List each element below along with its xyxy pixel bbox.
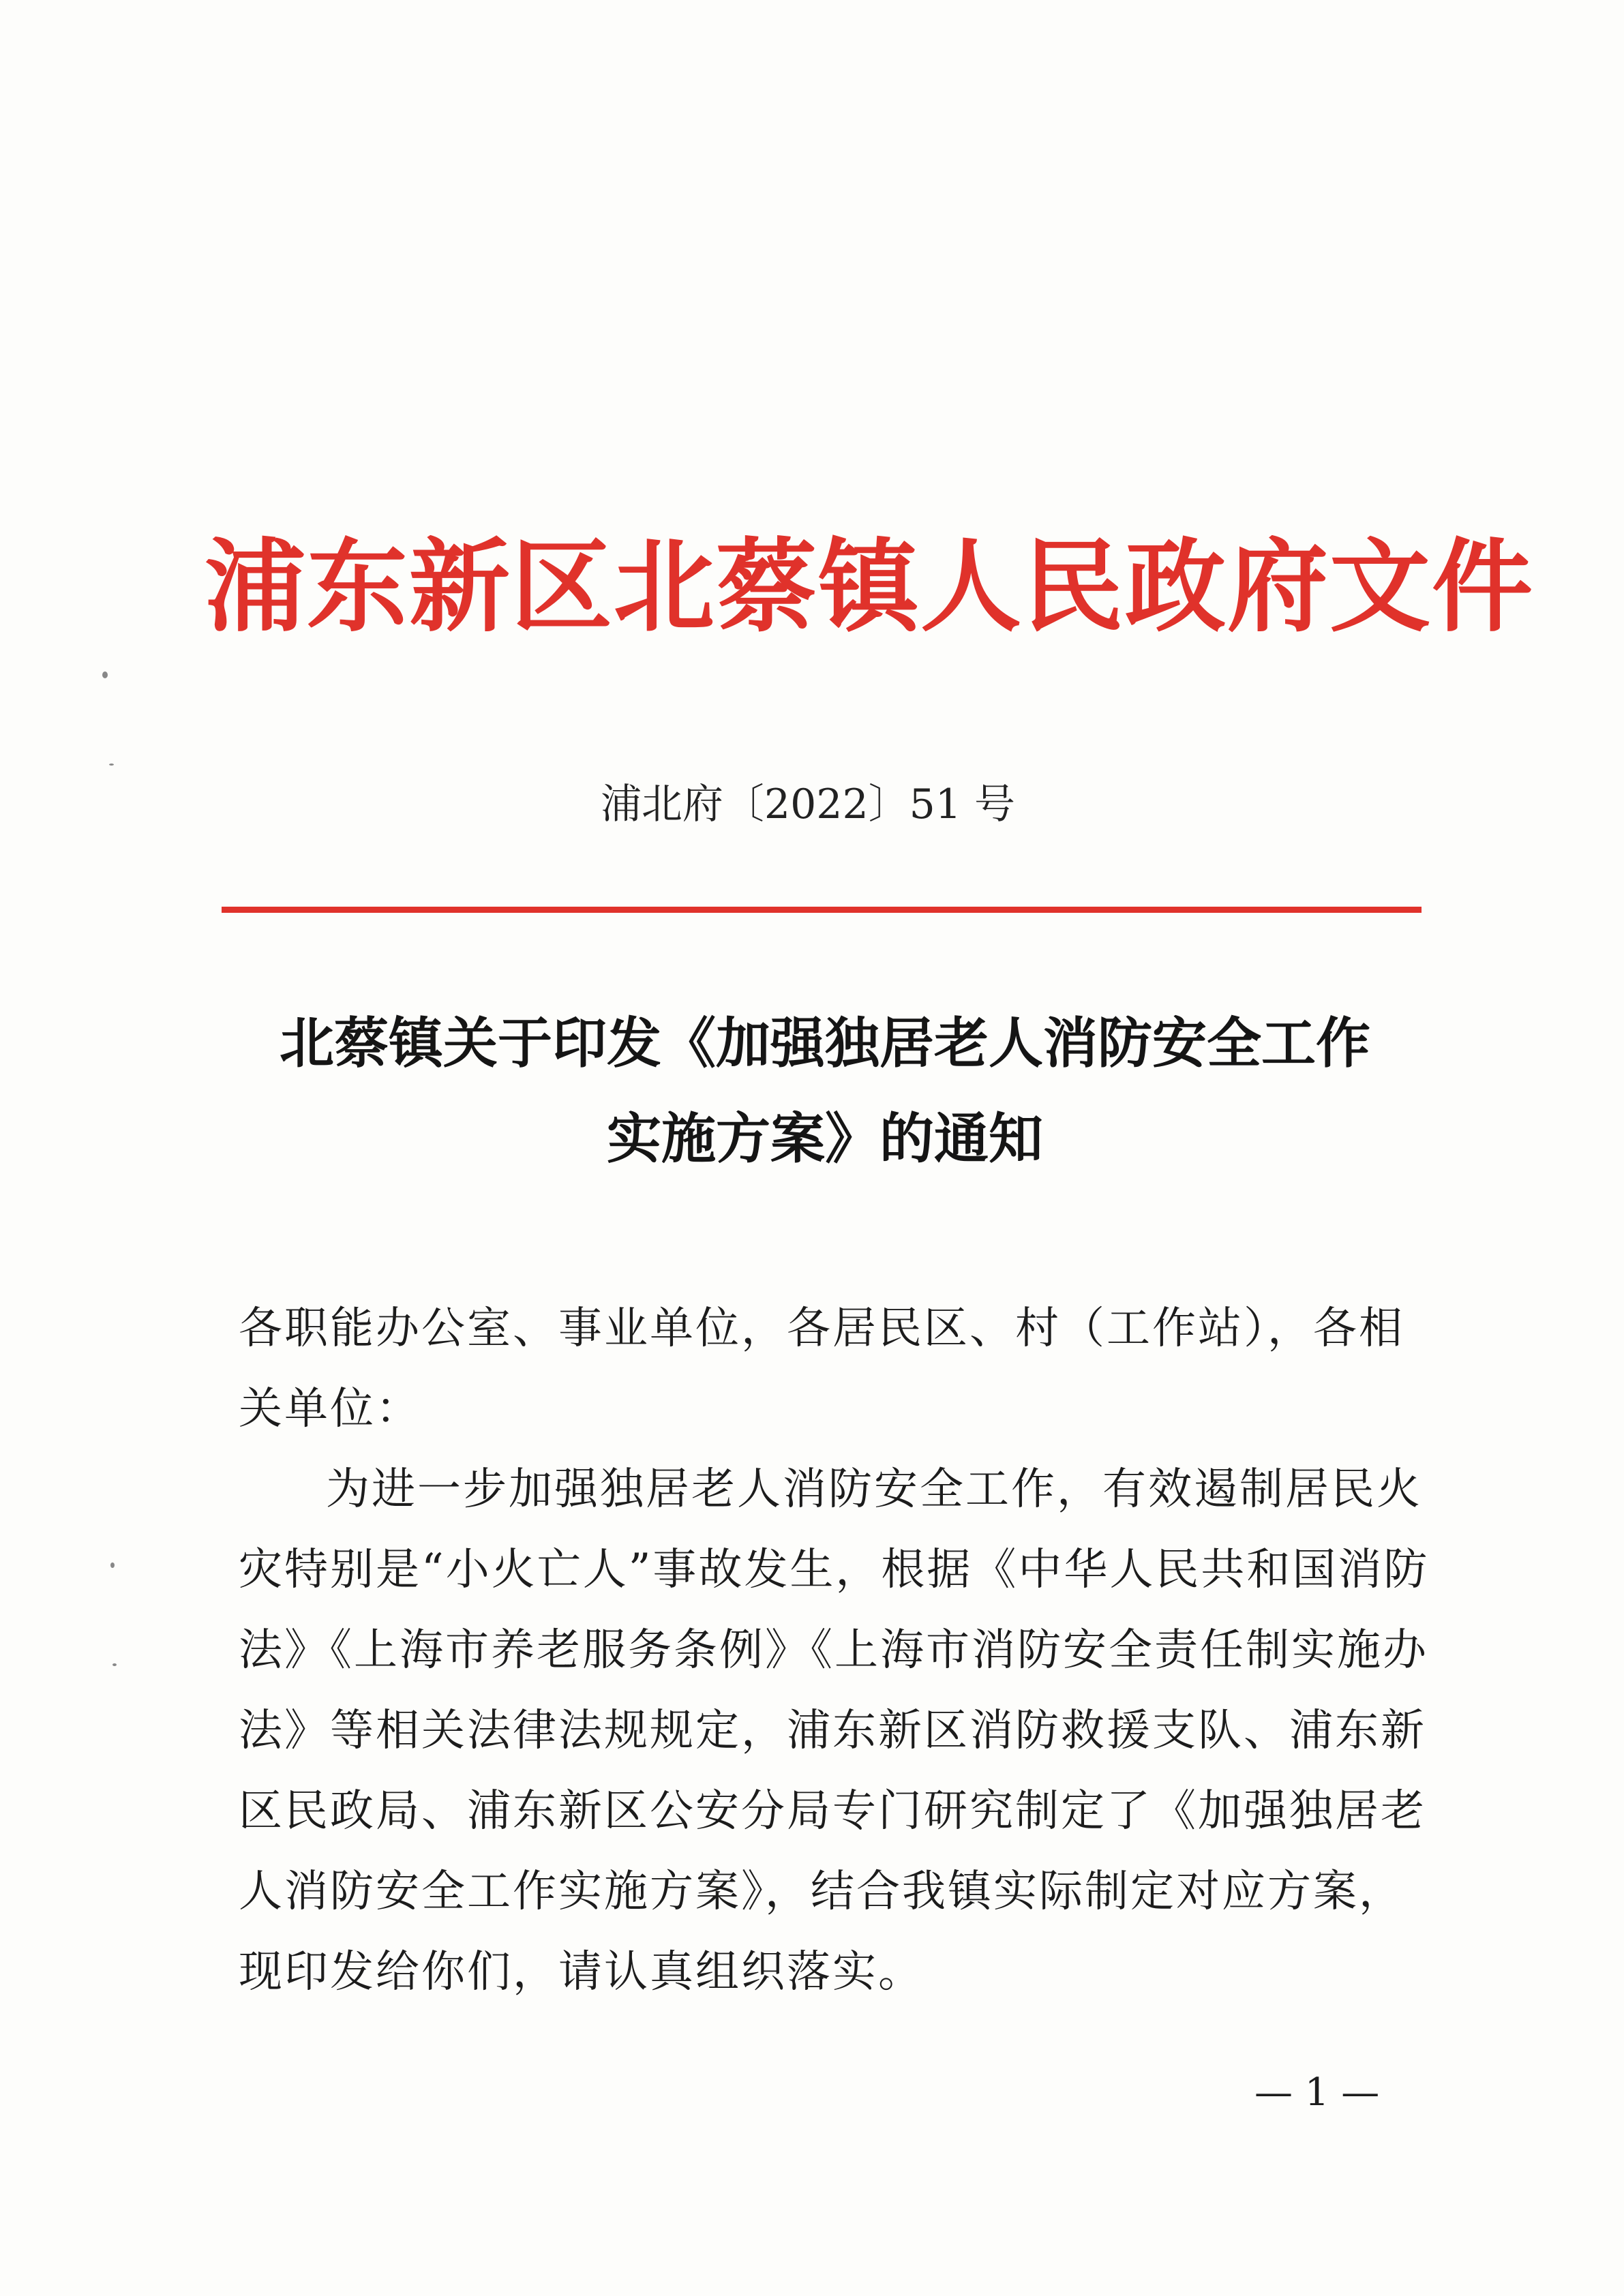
notice-body xyxy=(239,1288,1439,2012)
document-number: 浦北府〔2022〕51 号 xyxy=(600,781,1016,828)
notice-title xyxy=(225,995,1425,1186)
notice-title-line-1: 北蔡镇关于印发《加强独居老人消防安全工作 xyxy=(280,1011,1370,1075)
body-paragraph: 为进一步加强独居老人消防安全工作，有效遏制居民火灾特别是“小火亡人”事故发生，根据《中华人民共和国消防法》《上海市养老服务条例》《上海市消防安全责任制实施办法》等相关法律法规规定，浦东新区消防救援支队、浦东新区民政局、浦东新区公安分局专门研究制定了《加强独居老人消防安全工作实施方案》，结合我镇实际制定对应方案，现印发给你们，请认真组织落实。 xyxy=(239,1464,1430,1997)
scan-speck xyxy=(102,671,108,678)
notice-title-line-2: 实施方案》的通知 xyxy=(607,1106,1043,1170)
salutation: 各职能办公室、事业单位，各居民区、村（工作站），各相关单位： xyxy=(239,1303,1404,1434)
scan-speck xyxy=(110,1562,115,1568)
scan-speck xyxy=(109,764,114,766)
masthead-title: 浦东新区北蔡镇人民政府文件 xyxy=(205,527,1534,646)
page-number: — 1 — xyxy=(1254,2070,1380,2115)
scan-speck xyxy=(112,1663,117,1666)
red-divider-line xyxy=(222,907,1422,913)
